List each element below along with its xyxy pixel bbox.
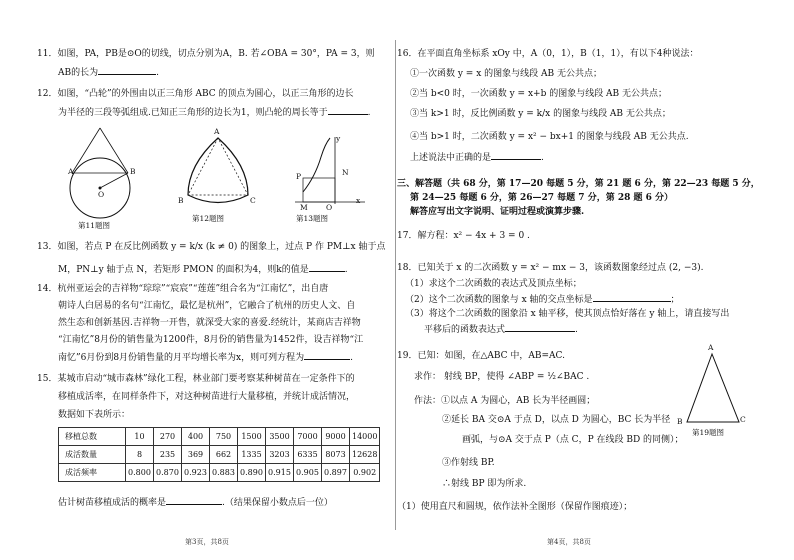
table-cell: 0.800 — [126, 464, 154, 482]
q15-line2: 移植成活率，在同样条件下，对这种树苗进行大量移植，并统计成活情况， — [58, 392, 356, 402]
q17: 17．解方程：x² − 4x + 3 = 0 . — [397, 231, 530, 241]
table-row — [59, 428, 380, 446]
q18-part3b: 平移后的函数表达式 . — [424, 322, 578, 337]
table-cell: 10 — [126, 428, 154, 446]
table-cell: 0.883 — [210, 464, 238, 482]
table-row — [59, 464, 380, 482]
table-cell: 8073 — [322, 446, 350, 464]
table-cell: 270 — [154, 428, 182, 446]
q15-line1: 15．某城市启动“城市森林”绿化工程，林业部门要考察某种树苗在一定条件下的 — [37, 374, 355, 384]
figure-12 — [178, 135, 258, 215]
fig11-label-o: O — [98, 190, 105, 199]
table-cell: 0.923 — [182, 464, 210, 482]
section3-header-1: 三、解答题（共 68 分，第 17—20 每题 5 分，第 21 题 6 分，第 22—23 每题 5 分， — [397, 179, 760, 189]
q11-line1: 11．如图，PA，PB是⊙O的切线，切点分别为A，B. 若∠OBA = 30°，PA = 3，则 — [37, 49, 375, 59]
q19-step1: 作法：①以点 A 为圆心，AB 长为半径画圆； — [414, 396, 596, 406]
table-cell: 8 — [126, 446, 154, 464]
q15-tail: 估计树苗移植成活的概率是 .（结果保留小数点后一位） — [58, 495, 333, 510]
page-footer-right: 第4页，共8页 — [547, 538, 591, 546]
table-cell: 369 — [182, 446, 210, 464]
survival-table — [58, 427, 380, 482]
table-cell: 0.890 — [238, 464, 266, 482]
q19-step2b: 画弧，与⊙A 交于点 P（点 C，P 在线段 BD 的同侧）； — [462, 435, 684, 445]
q14-line4: “江南忆”8月份的销售量为1200件，8月份的销售量为1452件，设吉祥物“江 — [58, 335, 364, 345]
table-cell: 3203 — [266, 446, 294, 464]
q19-goal: 求作： 射线 BP，使得 ∠ABP = ½∠BAC . — [414, 372, 590, 382]
fig11-label-a: A — [68, 167, 74, 176]
table-cell: 750 — [210, 428, 238, 446]
q16-opt1: ①一次函数 y = x 的图象与线段 AB 无公共点； — [410, 69, 602, 79]
right-page — [397, 0, 794, 560]
q14-line3: 然生态和创新基因.吉祥物一开售，就深受大家的喜爱.经统计，某商店吉祥物 — [58, 318, 361, 328]
q18-part1: （1）求这个二次函数的表达式及顶点坐标； — [405, 279, 582, 289]
page-divider — [395, 40, 396, 530]
q19-step2: ②延长 BA 交⊙A 于点 D，以点 D 为圆心，BC 长为半径 — [442, 415, 671, 425]
table-cell: 1500 — [238, 428, 266, 446]
figure-19 — [684, 352, 744, 427]
section3-header-3: 解答应写出文字说明、证明过程或演算步骤. — [410, 207, 585, 217]
fig19-label-b: B — [677, 417, 683, 426]
q14-line1: 14．杭州亚运会的吉祥物“琮琮”“宸宸”“莲莲”组合名为“江南忆”，出自唐 — [37, 284, 329, 294]
q14-line2: 朝诗人白居易的名句“江南忆，最忆是杭州”，它融合了杭州的历史人文、自 — [58, 301, 356, 311]
table-cell: 0.902 — [350, 464, 380, 482]
fig11-label-b: B — [130, 167, 136, 176]
fig12-label-b: B — [178, 196, 184, 205]
table-cell: 9000 — [322, 428, 350, 446]
table-cell: 662 — [210, 446, 238, 464]
q19-line1: 19．已知：如图，在△ABC 中，AB=AC. — [397, 351, 565, 361]
table-cell: 1335 — [238, 446, 266, 464]
q19-part1: （1）使用直尺和圆规，依作法补全图形（保留作图痕迹）； — [397, 502, 633, 512]
fig13-caption: 第13题图 — [296, 214, 329, 223]
table-row-header: 成活频率 — [59, 464, 126, 482]
fig12-caption: 第12题图 — [192, 214, 225, 223]
fig11-caption: 第11题图 — [78, 221, 111, 230]
q14-line5: 南忆”6月份到8月份销售量的月平均增长率为x，则可列方程为 . — [58, 350, 353, 365]
table-row-header: 移植总数 — [59, 428, 126, 446]
fig13-label-o: O — [326, 203, 333, 212]
page-footer-left: 第3页，共8页 — [185, 538, 229, 546]
table-row — [59, 446, 380, 464]
q18-part2: （2）这个二次函数的图象与 x 轴的交点坐标是 ； — [405, 292, 680, 307]
q12-line2: 为半径的三段等弧组成.已知正三角形的边长为1，则凸轮的周长等于 . — [58, 105, 370, 120]
fig13-label-m: M — [300, 203, 308, 212]
fig19-label-c: C — [740, 415, 746, 424]
q16-line6: 上述说法中正确的是 . — [410, 150, 544, 165]
q16-opt4: ④当 b>1 时，二次函数 y = x² − bx+1 的图象与线段 AB 无公共点. — [410, 132, 689, 142]
table-cell: 0.905 — [294, 464, 322, 482]
fig13-label-p: P — [296, 172, 302, 181]
q16-opt2: ②当 b<0 时，一次函数 y = x+b 的图象与线段 AB 无公共点； — [410, 89, 668, 99]
q19-conclusion: ∴射线 BP 即为所求. — [442, 479, 527, 489]
table-cell: 400 — [182, 428, 210, 446]
q18-line1: 18．已知关于 x 的二次函数 y = x² − mx − 3，该函数图象经过点 (2, −3). — [397, 263, 704, 273]
q15-line3: 数据如下表所示： — [58, 410, 131, 420]
table-cell: 7000 — [294, 428, 322, 446]
fig13-label-x: x — [356, 196, 361, 205]
section3-header-2: 第 24—25 每题 6 分，第 26—27 每题 7 分，第 28 题 6 分） — [410, 193, 674, 203]
fig12-label-c: C — [250, 196, 256, 205]
table-row-header: 成活数量 — [59, 446, 126, 464]
fig19-label-a: A — [708, 343, 714, 352]
table-cell: 235 — [154, 446, 182, 464]
table-cell: 14000 — [350, 428, 380, 446]
table-cell: 0.897 — [322, 464, 350, 482]
q16-opt3: ③当 k>1 时，反比例函数 y = k/x 的图象与线段 AB 无公共点； — [410, 109, 671, 119]
q11-line2: AB的长为 . — [58, 65, 159, 80]
table-cell: 12628 — [350, 446, 380, 464]
fig13-label-y: y — [336, 134, 341, 143]
figure-11 — [60, 128, 150, 228]
fig12-label-a: A — [214, 127, 220, 136]
table-cell: 3500 — [266, 428, 294, 446]
q19-step3: ③作射线 BP. — [442, 458, 495, 468]
table-cell: 0.870 — [154, 464, 182, 482]
table-cell: 6335 — [294, 446, 322, 464]
fig19-caption: 第19题图 — [692, 428, 725, 437]
q16-line1: 16．在平面直角坐标系 xOy 中，A（0，1），B（1，1），有以下4种说法： — [397, 49, 699, 59]
q13-line1: 13．如图，若点 P 在反比例函数 y = k/x (k ≠ 0) 的图象上，过点 P 作 PM⊥x 轴于点 — [37, 242, 386, 252]
table-cell: 0.915 — [266, 464, 294, 482]
fig13-label-n: N — [342, 168, 349, 177]
q12-line1: 12．如图，“凸轮”的外围由以正三角形 ABC 的顶点为圆心，以正三角形的边长 — [37, 89, 354, 99]
q18-part3: （3）将这个二次函数的图象沿 x 轴平移，使其顶点恰好落在 y 轴上，请直接写出 — [405, 309, 730, 319]
q13-line2: M，PN⊥y 轴于点 N，若矩形 PMON 的面积为4，则k的值是 . — [58, 262, 348, 277]
